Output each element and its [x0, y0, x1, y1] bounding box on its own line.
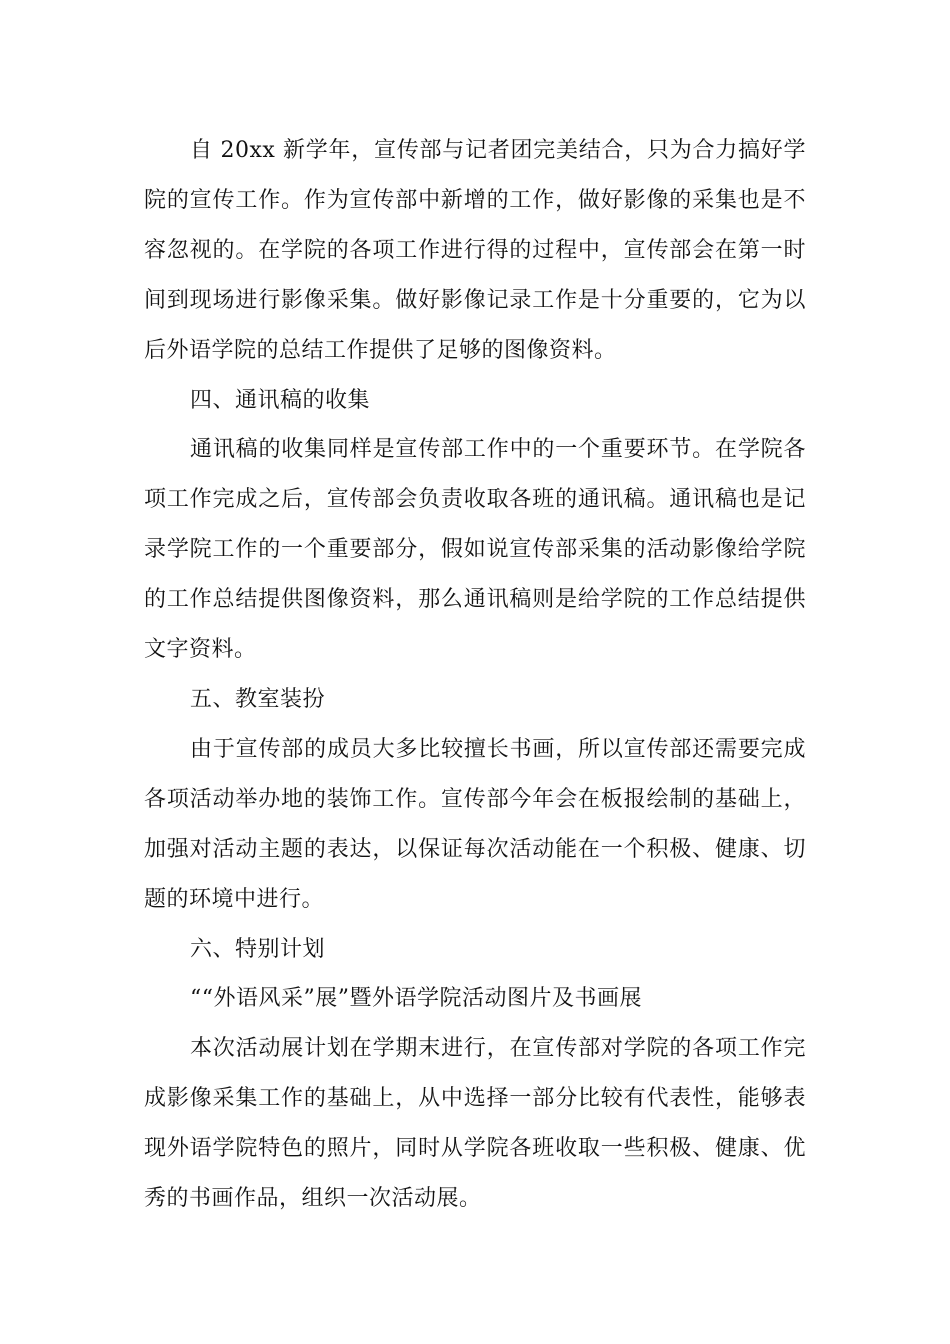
paragraph-classroom-decoration: 由于宣传部的成员大多比较擅长书画，所以宣传部还需要完成各项活动举办地的装饰工作。宣传部今年会在板报绘制的基础上，加强对活动主题的表达，以保证每次活动能在一个积极、健康、切题的环境中进行。	[144, 736, 806, 912]
paragraph-news-collection: 通讯稿的收集同样是宣传部工作中的一个重要环节。在学院各项工作完成之后，宣传部会负责收取各班的通讯稿。通讯稿也是记录学院工作的一个重要部分，假如说宣传部采集的活动影像给学院的工作总结提供图像资料，那么通讯稿则是给学院的工作总结提供文字资料。	[144, 437, 806, 663]
heading-classroom-decoration: 五、教室装扮	[190, 686, 326, 712]
document-body	[144, 126, 806, 1224]
paragraph-exhibition: 本次活动展计划在学期末进行，在宣传部对学院的各项工作完成影像采集工作的基础上，从中选择一部分比较有代表性，能够表现外语学院特色的照片，同时从学院各班收取一些积极、健康、优秀的书画作品，组织一次活动展。	[144, 1036, 806, 1212]
paragraph-image-collection: 自 20xx 新学年，宣传部与记者团完美结合，只为合力搞好学院的宣传工作。作为宣传部中新增的工作，做好影像的采集也是不容忽视的。在学院的各项工作进行得的过程中，宣传部会在第一时间到现场进行影像采集。做好影像记录工作是十分重要的，它为以后外语学院的总结工作提供了足够的图像资料。	[144, 138, 806, 363]
heading-exhibition-title: ““外语风采”展”暨外语学院活动图片及书画展	[190, 986, 642, 1012]
heading-special-plan: 六、特别计划	[190, 936, 326, 962]
heading-news-collection: 四、通讯稿的收集	[190, 387, 371, 413]
